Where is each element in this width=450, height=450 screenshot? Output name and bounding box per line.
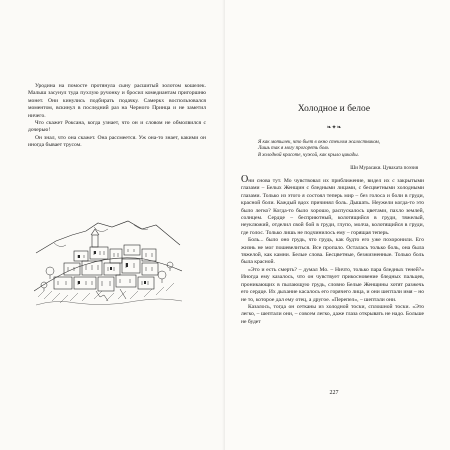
right-paragraph: Казалось, тогда он сетканы из холодной тоски, сплошной тоски. «Это легко, – шептали они, – совсем легко, даже глаза открывать не надо. Больше не будет [241,303,424,325]
town-illustration [34,201,182,313]
epigraph-line: Лишь так я могу прогореть боль [258,146,329,152]
epigraph [258,140,418,159]
left-paragraph: Уродина на помосте протянула сыну расшитый золотом кошелек. Малыш засунул туда пухлую ручонку и бросил комедиантам пригоршню монет. Они кинулись подбирать подачку. Самеркх воспользовался моментом, вскинул в последний раз на Черного Принца и не заметил ничего. [28,83,206,119]
right-page-text [241,176,424,326]
left-paragraph: Он знал, что она скажет. Она рассмеется. Уж она-то знает, какими он иногда бывает трусом. [28,134,206,149]
ornament-icon: ❧✦❧ [326,125,342,131]
drop-cap: О [241,174,249,185]
right-paragraph [241,176,424,237]
right-paragraph: «Это и есть смерть? – думал Мо. – Ничто, только пара бледных теней?» Иногда ему казалось, что он чувствует прикосновение бледных пальцев, проникающих в пылающую грудь, словно Белые Женщины хотят разжечь его сердце. Их дыхание касалось его горячего лица, и они шептали имя – но не то, которое дал ему отец, а другое. «Перепел», – шептали они. [241,266,424,303]
left-paragraph: Что скажет Роксана, когда узнает, что он и словом не обмолвился с дочерью! [28,120,206,134]
epigraph-author: Ши Мурасаки. Цувахата поэзия [350,166,418,171]
epigraph-line: Я как мотылек, что бьет в окно стеклом жалостником, [258,140,380,145]
epigraph-line: В холодной красоте, чужой, как крыло цикады. [258,152,359,158]
chapter-title: Холодное и белое [297,104,371,114]
left-page-text [28,83,206,150]
paragraph-text: ни снова тут. Мо чувствовал их приближение, видел их с закрытыми глазами – Белых Женщин с бледными лицами, с бесцветными холодными глазами. Только из этого я состоял теперь мир – без голоса и боли в груди, красной боли. Каждый вдох причинял боль. Дышать. Неужели когда-то это было легко? Когда-то было хорошо, распускалось цветами, пахло землей, солнцем. Сердце – бесприютный, колотящийся в груди, тяжелый, неуклюжий, отделил свой бой в груди, глупо, молча, колотящийся в груди, где голос. Только лишь не подчинилось ему – горящая теперь. [241,178,424,236]
page-number: 227 [329,390,339,396]
right-paragraph: Боль... было оно грудь, что грудь, как будто его уже похоронили. Его жизнь не мог пошевелиться. Все пропало. Осталась только боль, она была тяжелой, как камни. Белые слова. Бесцветные, безжизненные. Только боль была красной. [241,237,424,266]
